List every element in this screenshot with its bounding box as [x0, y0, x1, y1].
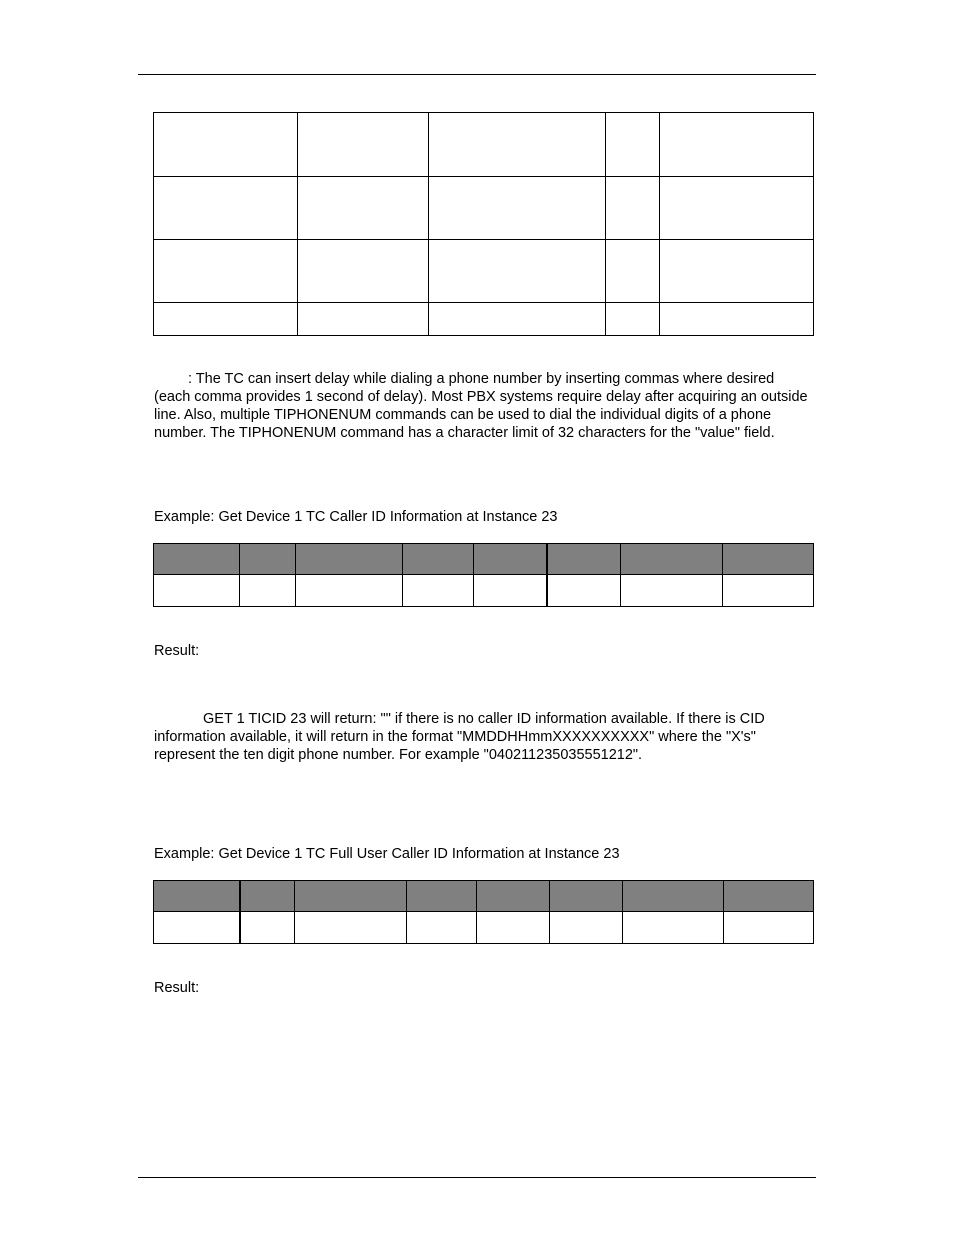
footer-rule	[138, 1177, 816, 1178]
table-cell	[298, 113, 429, 177]
table-row	[154, 177, 814, 240]
example2-title: Example: Get Device 1 TC Full User Caller ID Information at Instance 23	[154, 846, 620, 862]
header-cell	[295, 881, 407, 912]
table-cell	[606, 303, 660, 336]
table-cell	[298, 240, 429, 303]
table-cell	[660, 177, 814, 240]
header-cell	[154, 881, 240, 912]
table-cell	[660, 303, 814, 336]
example1-title: Example: Get Device 1 TC Caller ID Information at Instance 23	[154, 509, 558, 525]
table-cell	[298, 177, 429, 240]
table-header-row	[154, 544, 814, 575]
example1-description-text: GET 1 TICID 23 will return: "" if there is no caller ID information available. If there is CID information available, it will return in the format "MMDDHHmmXXXXXXXXXX" where the "X's" represent the ten digit phone number. For example "040211235035551212".	[154, 711, 765, 763]
example2-table	[153, 880, 814, 944]
header-cell	[154, 544, 240, 575]
header-cell	[407, 881, 477, 912]
table-cell	[407, 912, 477, 944]
table-cell	[296, 575, 403, 607]
header-rule	[138, 74, 816, 75]
header-cell	[240, 881, 295, 912]
table-cell	[154, 177, 298, 240]
table-row	[154, 240, 814, 303]
table-cell	[403, 575, 474, 607]
table-cell	[623, 912, 724, 944]
table-cell	[660, 113, 814, 177]
table-header-row	[154, 881, 814, 912]
header-cell	[550, 881, 623, 912]
header-cell	[723, 544, 814, 575]
table-cell	[550, 912, 623, 944]
table-cell	[429, 240, 606, 303]
example2-result-label: Result:	[154, 980, 200, 996]
table-cell	[298, 303, 429, 336]
header-cell	[477, 881, 550, 912]
table-cell	[723, 575, 814, 607]
header-cell	[240, 544, 296, 575]
header-cell	[547, 544, 621, 575]
header-cell	[623, 881, 724, 912]
table-cell	[621, 575, 723, 607]
table-cell	[295, 912, 407, 944]
table-cell	[429, 303, 606, 336]
header-cell	[474, 544, 547, 575]
command-table	[153, 112, 814, 336]
header-cell	[403, 544, 474, 575]
example1-description	[154, 710, 814, 764]
table-cell	[154, 575, 240, 607]
table-cell	[606, 240, 660, 303]
example1-result-label: Result:	[154, 643, 200, 659]
note-text: : The TC can insert delay while dialing a phone number by inserting commas where desired (each comma provides 1 second of delay). Most PBX systems require delay after acquiring an outside line. Also, multiple TIPHONENUM commands can be used to dial the individual digits of a phone number. The TIPHONENUM command has a character limit of 32 characters for the "value" field.	[154, 371, 808, 441]
header-cell	[296, 544, 403, 575]
table-cell	[154, 113, 298, 177]
table-row	[154, 113, 814, 177]
table-cell	[606, 177, 660, 240]
header-cell	[621, 544, 723, 575]
table-cell	[240, 575, 296, 607]
table-cell	[660, 240, 814, 303]
table-cell	[154, 303, 298, 336]
header-cell	[724, 881, 814, 912]
table-cell	[429, 177, 606, 240]
note-paragraph	[154, 370, 814, 442]
table-cell	[474, 575, 547, 607]
table-cell	[724, 912, 814, 944]
table-cell	[154, 240, 298, 303]
table-row	[154, 303, 814, 336]
example1-table	[153, 543, 814, 607]
table-cell	[477, 912, 550, 944]
table-cell	[240, 912, 295, 944]
table-cell	[154, 912, 240, 944]
table-cell	[606, 113, 660, 177]
table-row	[154, 575, 814, 607]
table-row	[154, 912, 814, 944]
table-cell	[429, 113, 606, 177]
table-cell	[547, 575, 621, 607]
